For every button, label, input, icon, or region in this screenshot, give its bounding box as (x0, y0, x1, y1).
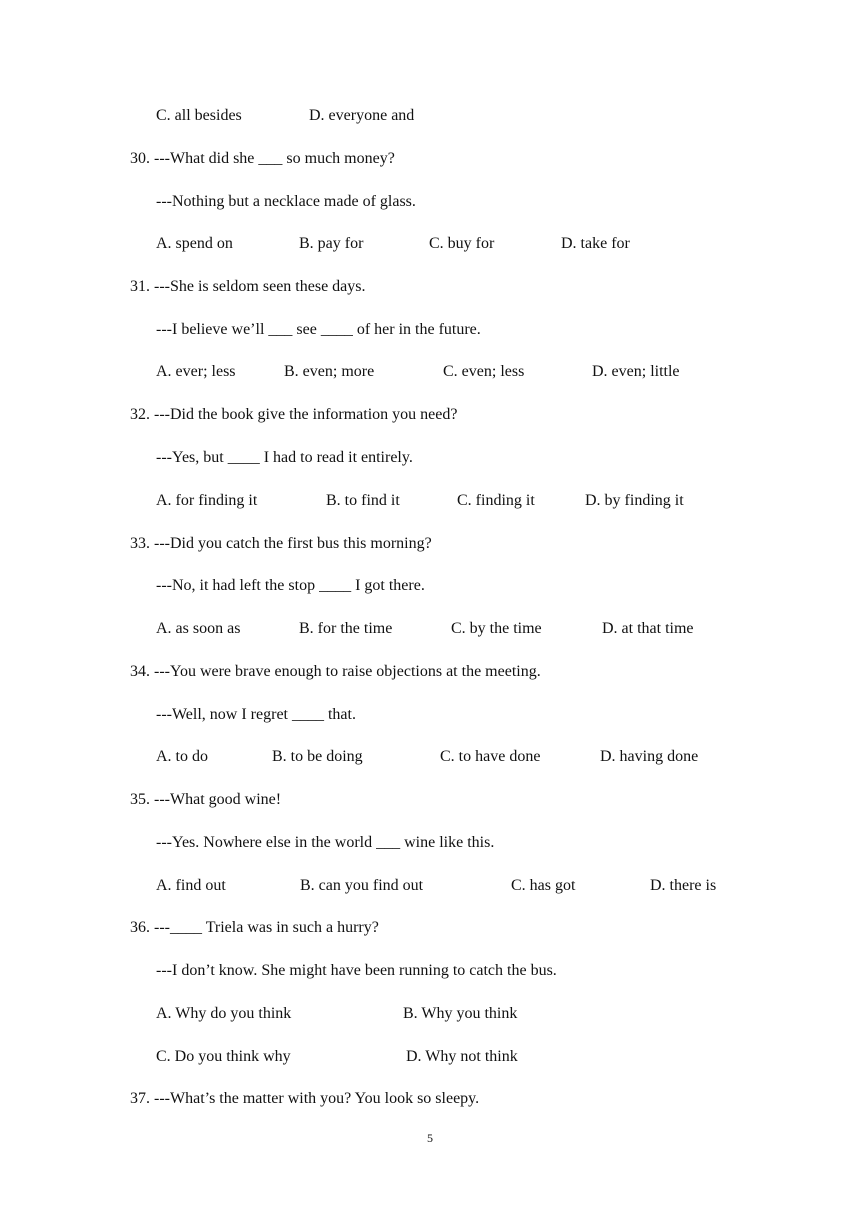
q33-stem: 33. ---Did you catch the first bus this morning? (130, 535, 432, 552)
q31-option-a: A. ever; less (156, 363, 236, 380)
q30-option-a: A. spend on (156, 235, 233, 252)
q36-option-c: C. Do you think why (156, 1048, 291, 1065)
q32-option-a: A. for finding it (156, 492, 258, 509)
q30-option-b: B. pay for (299, 235, 364, 252)
q33-option-a: A. as soon as (156, 620, 241, 637)
q34-reply: ---Well, now I regret ____ that. (156, 706, 356, 723)
q30-stem: 30. ---What did she ___ so much money? (130, 150, 395, 167)
q33-option-d: D. at that time (602, 620, 694, 637)
q30-option-d: D. take for (561, 235, 630, 252)
q36-option-b: B. Why you think (403, 1005, 518, 1022)
q35-option-c: C. has got (511, 877, 576, 894)
q29-option-d: D. everyone and (309, 107, 415, 124)
q37-stem: 37. ---What’s the matter with you? You look so sleepy. (130, 1090, 480, 1107)
q35-reply: ---Yes. Nowhere else in the world ___ wine like this. (156, 834, 495, 851)
q32-option-c: C. finding it (457, 492, 535, 509)
q36-reply: ---I don’t know. She might have been running to catch the bus. (156, 962, 557, 979)
q33-reply: ---No, it had left the stop ____ I got there. (156, 577, 425, 594)
q32-reply: ---Yes, but ____ I had to read it entirely. (156, 449, 413, 466)
q30-reply: ---Nothing but a necklace made of glass. (156, 193, 416, 210)
q36-option-d: D. Why not think (406, 1048, 518, 1065)
q35-option-a: A. find out (156, 877, 226, 894)
page-number: 5 (427, 1131, 433, 1145)
q30-option-c: C. buy for (429, 235, 495, 252)
q31-option-c: C. even; less (443, 363, 525, 380)
q29-option-c: C. all besides (156, 107, 242, 124)
q31-reply: ---I believe we’ll ___ see ____ of her in the future. (156, 321, 481, 338)
q36-stem: 36. ---____ Triela was in such a hurry? (130, 919, 379, 936)
q32-option-d: D. by finding it (585, 492, 684, 509)
q31-option-d: D. even; little (592, 363, 680, 380)
q32-option-b: B. to find it (326, 492, 400, 509)
q34-option-c: C. to have done (440, 748, 541, 765)
q34-option-d: D. having done (600, 748, 699, 765)
q34-stem: 34. ---You were brave enough to raise objections at the meeting. (130, 663, 541, 680)
q31-option-b: B. even; more (284, 363, 375, 380)
q34-option-a: A. to do (156, 748, 208, 765)
q35-option-b: B. can you find out (300, 877, 424, 894)
q35-stem: 35. ---What good wine! (130, 791, 282, 808)
q33-option-b: B. for the time (299, 620, 393, 637)
q34-option-b: B. to be doing (272, 748, 363, 765)
q36-option-a: A. Why do you think (156, 1005, 292, 1022)
q33-option-c: C. by the time (451, 620, 542, 637)
q35-option-d: D. there is (650, 877, 717, 894)
q32-stem: 32. ---Did the book give the information you need? (130, 406, 458, 423)
q31-stem: 31. ---She is seldom seen these days. (130, 278, 366, 295)
